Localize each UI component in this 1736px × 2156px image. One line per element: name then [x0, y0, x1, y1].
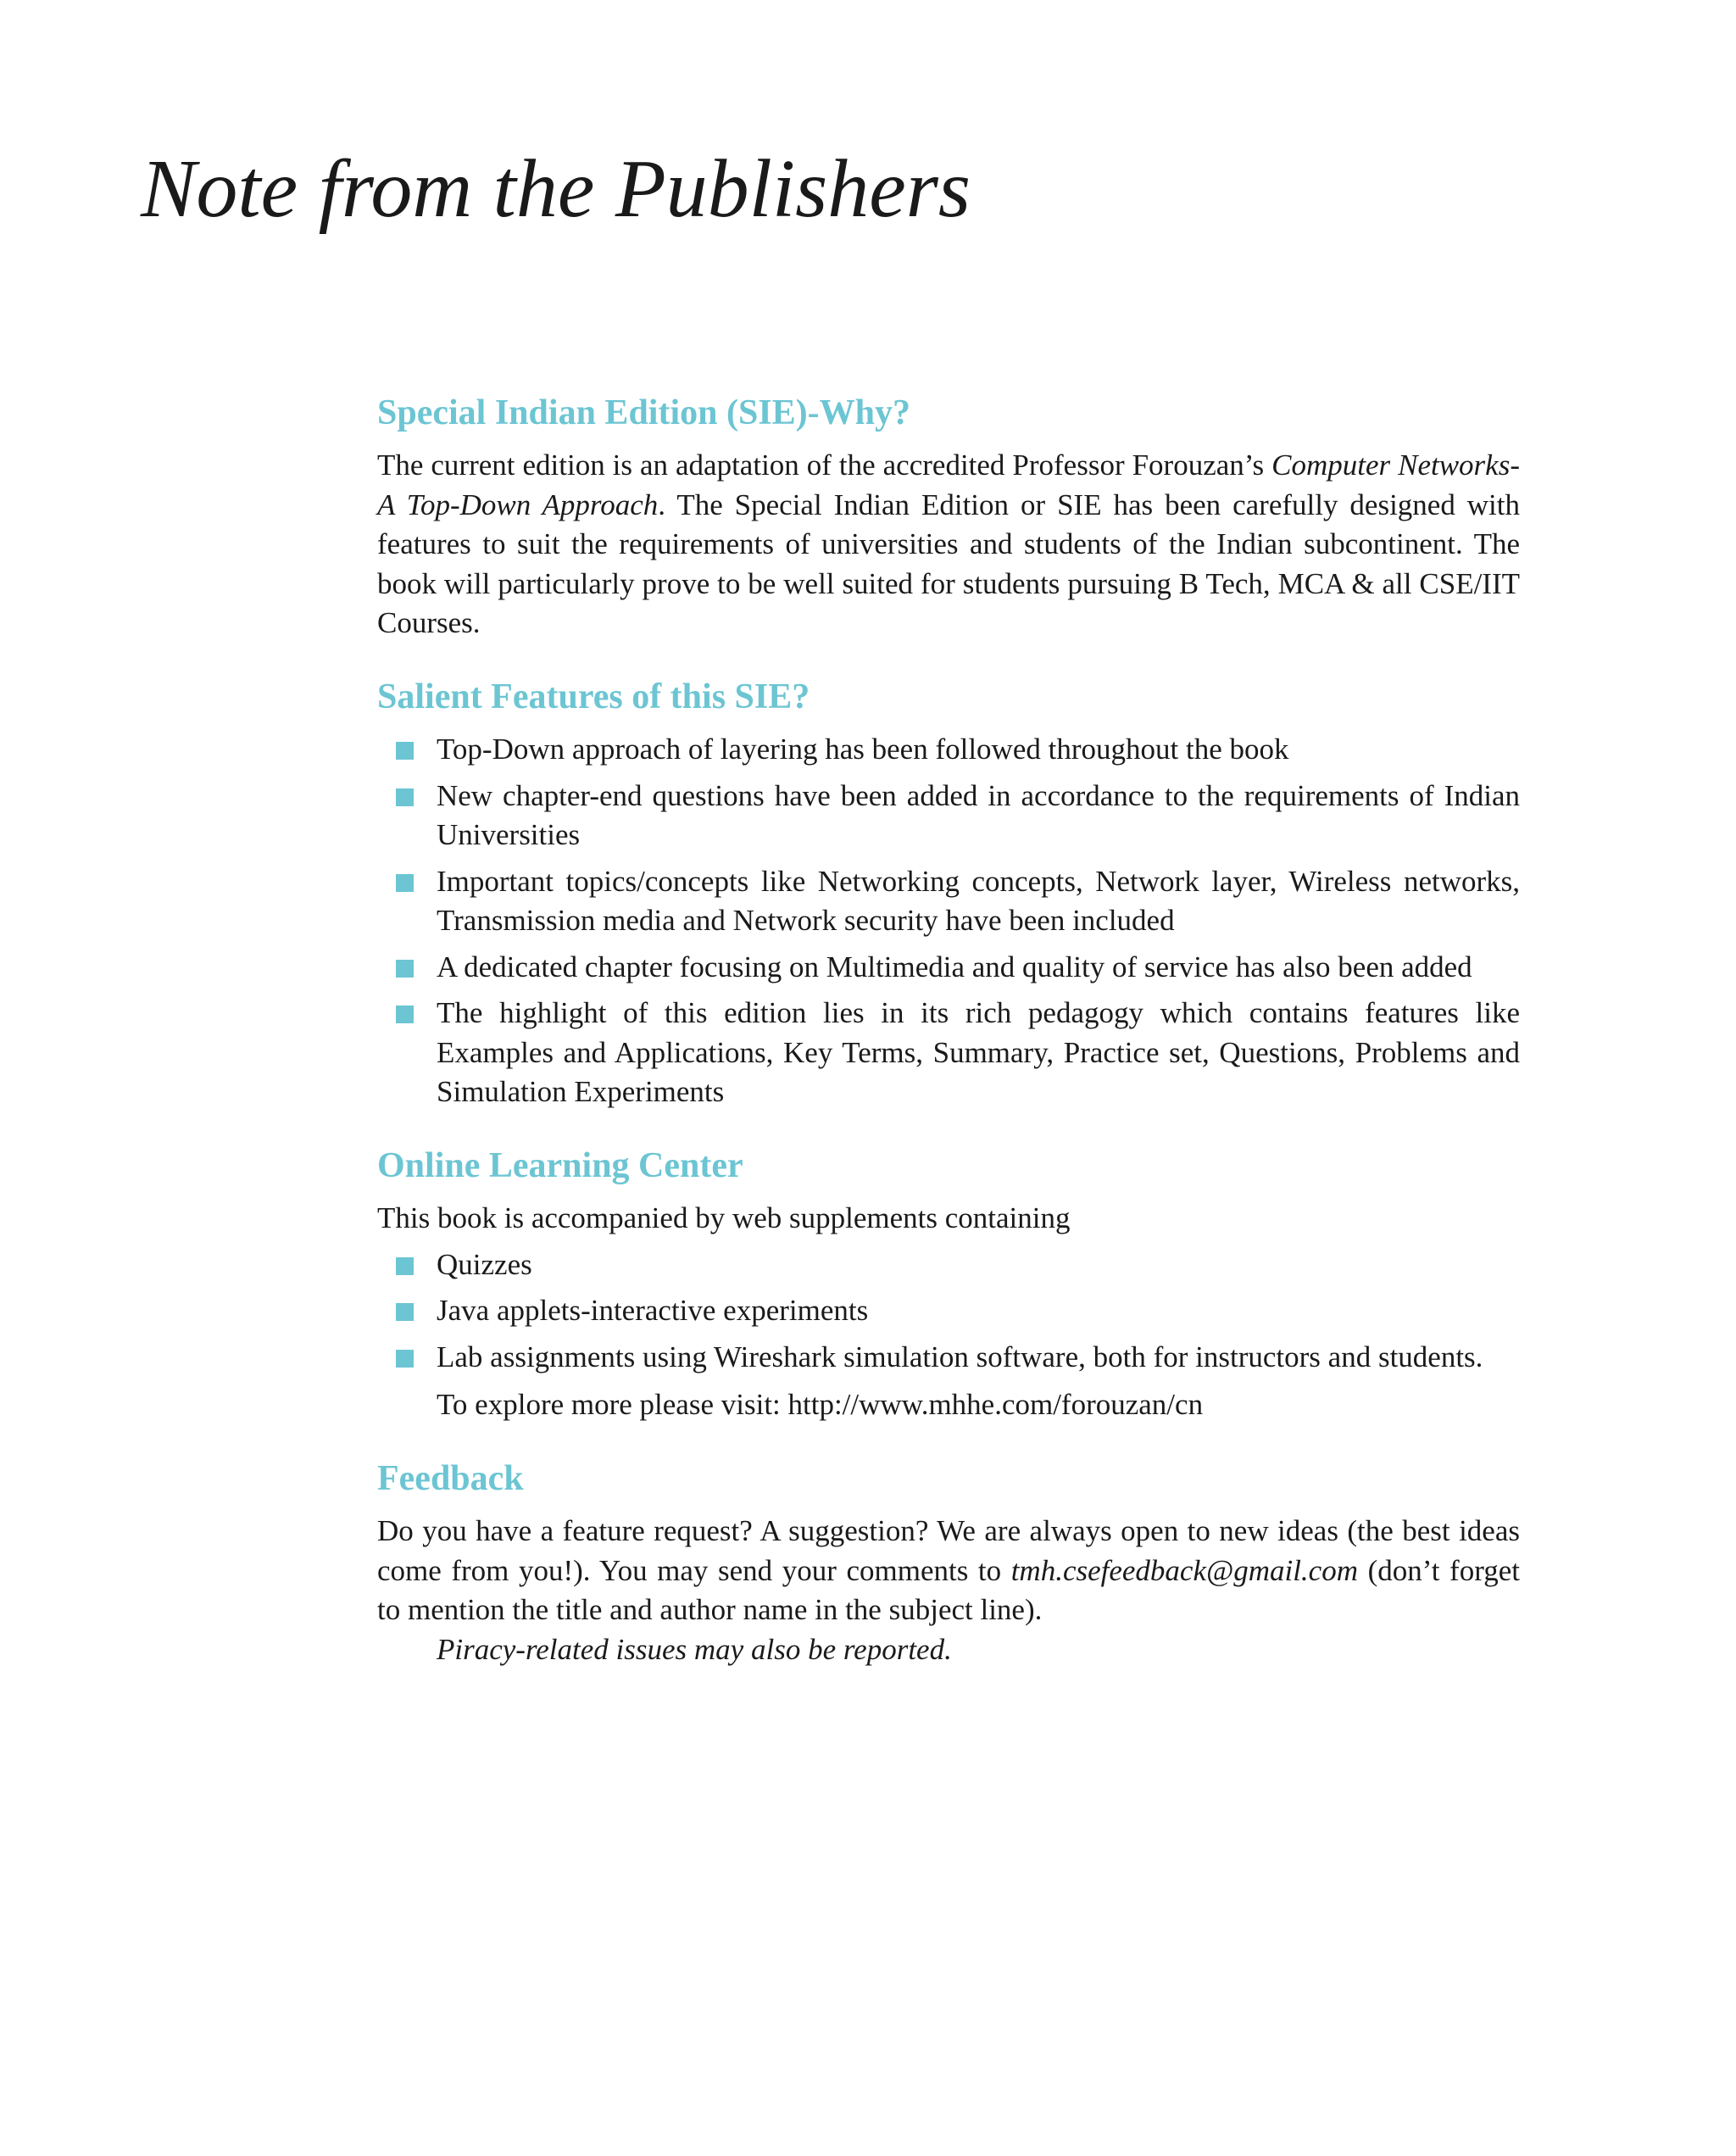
list-item-text: A dedicated chapter focusing on Multimedia and quality of service has also been added	[437, 950, 1472, 983]
page-title: Note from the Publishers	[141, 143, 971, 235]
piracy-note: Piracy-related issues may also be reported.	[437, 1632, 952, 1666]
square-bullet-icon	[396, 960, 414, 978]
square-bullet-icon	[396, 1257, 414, 1275]
square-bullet-icon	[396, 874, 414, 892]
section-sie-why	[377, 392, 1520, 643]
list-item	[377, 948, 1520, 988]
list-item-text: Java applets-interactive experiments	[437, 1294, 869, 1328]
list-item-text: The highlight of this edition lies in its rich pedagogy which contains features like Examples and Applications, Key Terms, Summary, Practice set, Questions, Problems and Simulation Experiments	[437, 996, 1520, 1109]
section-heading: Online Learning Center	[377, 1145, 743, 1185]
list-item	[377, 1338, 1520, 1378]
explore-link-text: To explore more please visit: http://www.mhhe.com/forouzan/cn	[437, 1388, 1204, 1422]
text-run: . The Special Indian Edition or SIE has been carefully designed with features to suit the requirements of universities and students of the Indian subcontinent. The book will particularly prove to be well suited for students pursuing B Tech, MCA & all CSE/IIT Courses.	[377, 487, 1520, 640]
square-bullet-icon	[396, 1006, 414, 1023]
section-feedback	[377, 1457, 1520, 1669]
list-item-text: Important topics/concepts like Networking concepts, Network layer, Wireless networks, Transmission media and Network security have been included	[437, 864, 1520, 938]
square-bullet-icon	[396, 742, 414, 760]
text-run: Do you have a feature request? A suggestion? We are always open to new ideas (the best ideas come from you!). You may send your comments to	[377, 1514, 1520, 1587]
text-run: The current edition is an adaptation of the accredited Professor Forouzan’s	[377, 448, 1272, 482]
list-item	[377, 1245, 1520, 1285]
list-item-text: Quizzes	[437, 1247, 532, 1281]
section-heading: Special Indian Edition (SIE)-Why?	[377, 393, 911, 432]
features-list	[377, 730, 1520, 1112]
list-item	[377, 994, 1520, 1112]
list-item	[377, 1291, 1520, 1331]
section-heading: Feedback	[377, 1458, 524, 1498]
list-item	[377, 777, 1520, 855]
section-intro: This book is accompanied by web supplements containing	[377, 1201, 1071, 1235]
list-item	[377, 862, 1520, 941]
section-online-learning-center	[377, 1145, 1520, 1425]
section-paragraph	[377, 446, 1520, 643]
square-bullet-icon	[396, 1303, 414, 1321]
main-content	[377, 392, 1520, 1669]
list-item-text: Lab assignments using Wireshark simulation software, both for instructors and students.	[437, 1340, 1483, 1373]
section-salient-features	[377, 676, 1520, 1112]
text-run: (don’t forget to mention the title and author name in the subject line).	[377, 1553, 1520, 1627]
section-heading: Salient Features of this SIE?	[377, 677, 810, 716]
book-title: Computer Networks-A Top-Down Approach	[377, 448, 1520, 521]
section-paragraph	[377, 1512, 1520, 1630]
list-item-text: New chapter-end questions have been added in accordance to the requirements of Indian Universities	[437, 778, 1520, 852]
square-bullet-icon	[396, 788, 414, 806]
feedback-email: tmh.csefeedback@gmail.com	[1010, 1553, 1358, 1587]
list-item	[377, 730, 1520, 770]
list-item-text: Top-Down approach of layering has been followed throughout the book	[437, 733, 1289, 766]
supplements-list	[377, 1245, 1520, 1378]
square-bullet-icon	[396, 1350, 414, 1368]
